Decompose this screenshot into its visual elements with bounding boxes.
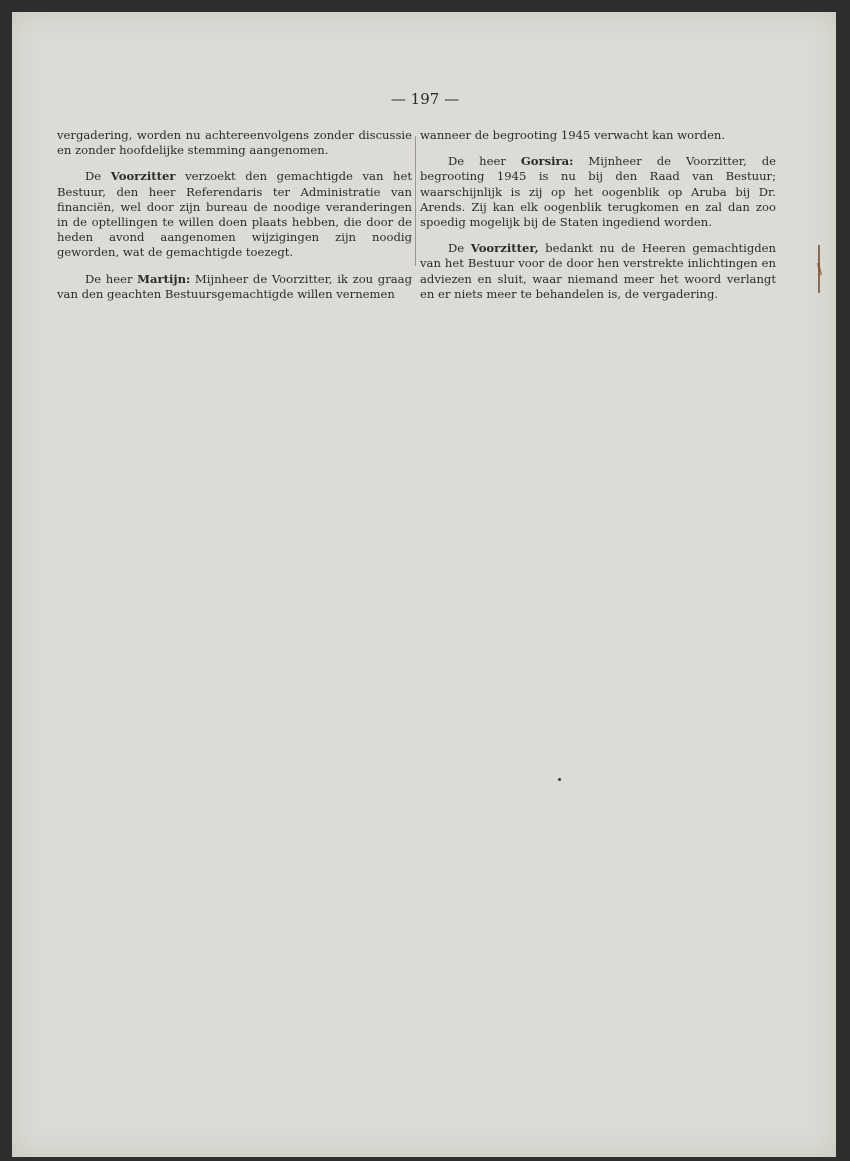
right-column [420,128,776,313]
speaker-name: Voorzitter [110,169,176,184]
left-p2-prefix: De [85,169,111,184]
column-divider [415,136,416,266]
right-p3-text: bedankt nu de Heeren gemachtigden van het Bestuur voor de door hen verstrekte inlichtingen en adviezen en sluit, waar niemand meer het woord verlangt en er niets meer te behandelen is, de vergadering. [420,241,777,301]
right-p2-prefix: De heer [448,154,521,169]
page-number: — 197 — [390,90,460,108]
left-column [57,128,412,313]
left-paragraph-1: vergadering, worden nu achtereenvolgens zonder discussie en zonder hoofdelijke stemming aangenomen. [57,128,412,158]
speaker-name: Voorzitter, [470,241,539,256]
speaker-name: Gorsira: [520,154,574,169]
right-paragraph-2 [420,154,776,230]
speaker-name: Martijn: [137,271,191,286]
left-paragraph-2 [57,169,412,260]
left-p3-text: Mijnheer de Voorzitter, ik zou graag van den geachten Bestuursgemachtigde willen vernemen [57,271,412,301]
right-p2-text: Mijnheer de Voorzitter, de begrooting 1945 is nu bij den Raad van Bestuur; waarschijnlijk is zij op het oogenblik op Aruba bij Dr. Arends. Zij kan elk oogenblik terugkomen en zal dan zoo spoedig mogelijk bij de Staten ingediend worden. [420,154,777,230]
ink-speck [558,778,561,781]
left-p3-prefix: De heer [85,271,138,286]
right-paragraph-1: wanneer de begrooting 1945 verwacht kan worden. [420,128,726,142]
left-paragraph-3 [57,272,412,302]
left-p2-text: verzoekt den gemachtigde van het Bestuur, den heer Referendaris ter Administratie van financiën, wel door zijn bureau de noodige veranderingen in de optellingen te willen doen plaats hebben, die door de heden avond aangenomen wijzigingen zijn noodig geworden, wat de gemachtigde toezegt. [57,169,413,260]
rust-stain-mark [816,245,822,293]
right-p3-prefix: De [448,241,471,256]
right-paragraph-3 [420,241,776,302]
